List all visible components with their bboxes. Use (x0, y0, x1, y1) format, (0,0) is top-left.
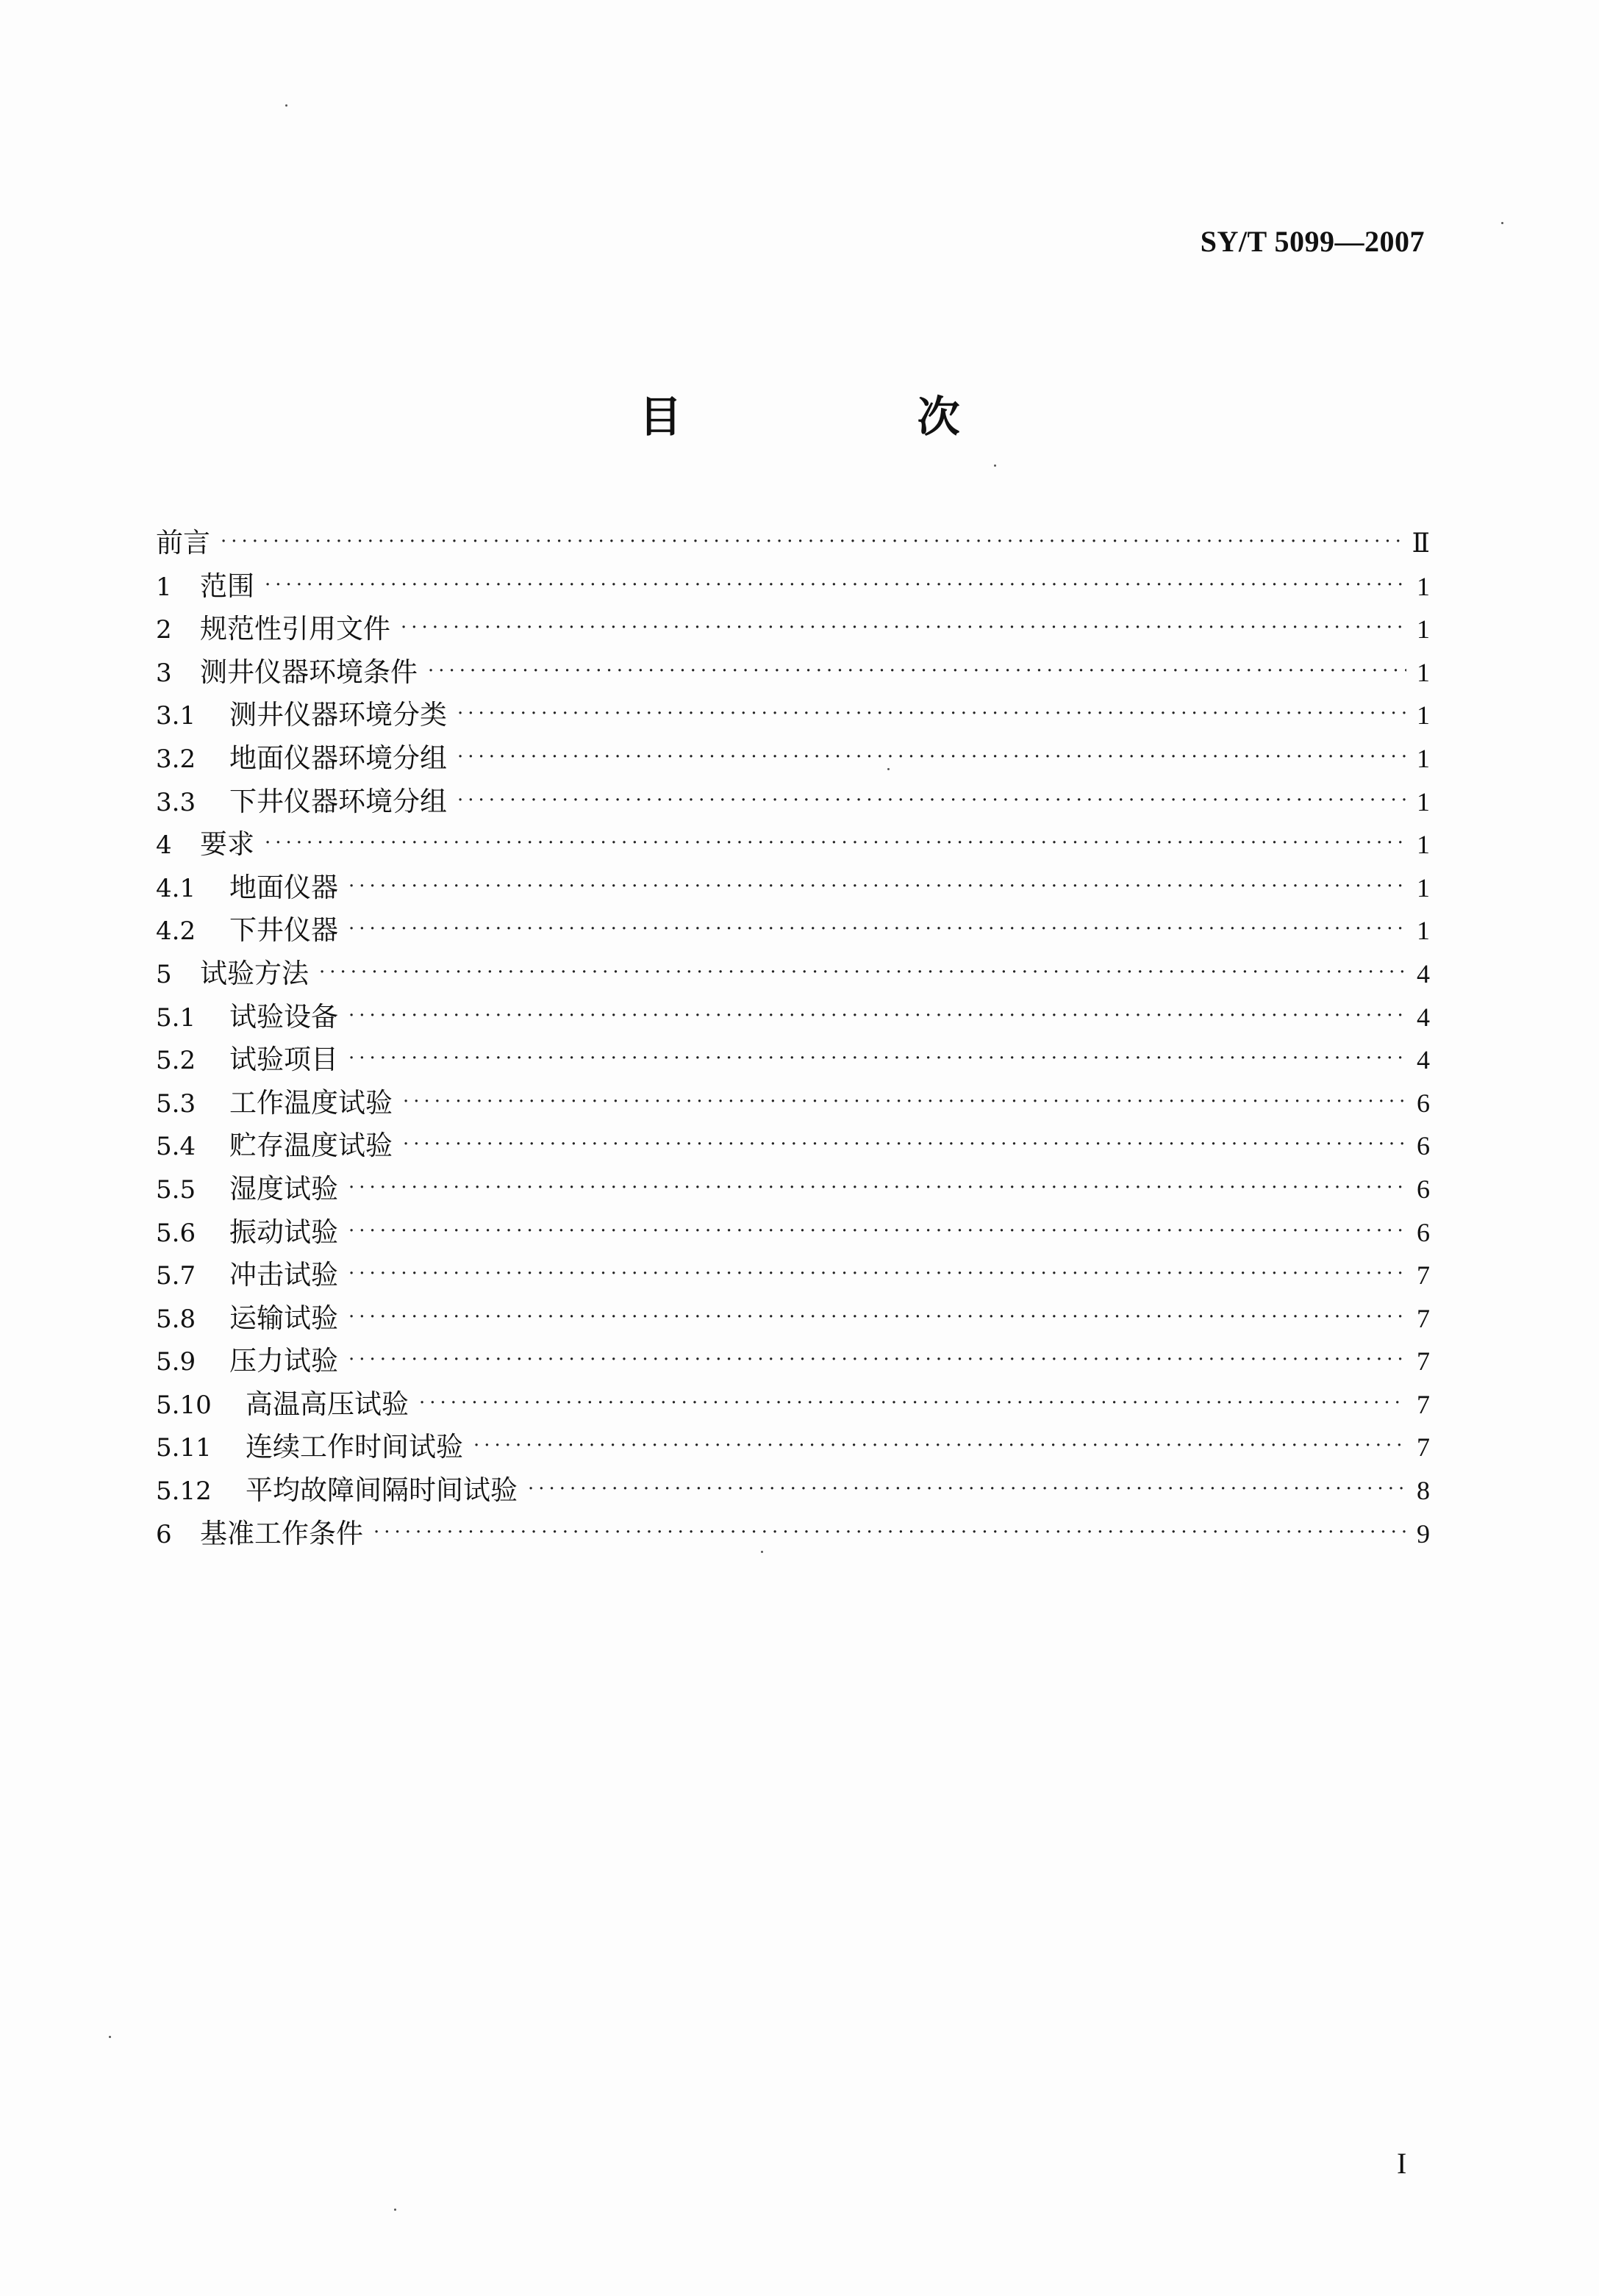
toc-entry-number: 4.1 (156, 873, 196, 903)
toc-entry[interactable] (156, 1383, 1430, 1427)
toc-entry[interactable] (156, 737, 1430, 781)
toc-dot-leader (348, 1210, 1406, 1253)
toc-dot-leader (373, 1511, 1406, 1554)
toc-entry-title: 振动试验 (229, 1216, 338, 1248)
toc-entry-number: 5.12 (156, 1477, 212, 1507)
toc-entry-page: 1 (1417, 571, 1430, 601)
toc-dot-leader (348, 1037, 1406, 1080)
toc-entry-number: 3.2 (156, 744, 196, 774)
toc-entry-page: 1 (1417, 872, 1430, 903)
toc-entry-page: 1 (1417, 743, 1430, 773)
toc-entry-page: 1 (1417, 614, 1430, 645)
toc-entry-page: 1 (1417, 657, 1430, 687)
toc-dot-leader (221, 520, 1405, 564)
toc-entry-title: 测井仪器环境分类 (229, 699, 447, 731)
toc-entry[interactable] (156, 1340, 1430, 1383)
toc-entry-number: 5.1 (156, 1002, 196, 1033)
scan-speck (109, 2036, 111, 2038)
toc-entry-page: 7 (1417, 1346, 1430, 1377)
toc-entry-page: Ⅱ (1412, 528, 1430, 558)
toc-dot-leader (457, 692, 1406, 736)
toc-entry[interactable] (156, 1469, 1430, 1513)
toc-entry-page: 1 (1417, 700, 1430, 731)
toc-entry[interactable] (156, 1297, 1430, 1341)
toc-entry-number: 3.3 (156, 787, 196, 817)
toc-title: 目 次 (639, 392, 1070, 442)
toc-entry-page: 6 (1417, 1088, 1430, 1118)
toc-entry[interactable] (156, 1211, 1430, 1255)
toc-entry[interactable] (156, 1426, 1430, 1469)
toc-dot-leader (419, 1382, 1406, 1425)
toc-entry-title: 规范性引用文件 (200, 613, 390, 645)
toc-entry-title: 下井仪器环境分组 (229, 785, 447, 817)
toc-entry-title: 试验项目 (229, 1044, 338, 1076)
toc-entry-page: 4 (1417, 958, 1430, 989)
table-of-contents (156, 522, 1430, 1555)
toc-entry[interactable] (156, 781, 1430, 824)
toc-entry-number: 5.3 (156, 1088, 196, 1119)
toc-entry-number: 6 (156, 1519, 172, 1549)
toc-entry[interactable] (156, 1038, 1430, 1082)
toc-entry-number: 5.8 (156, 1304, 196, 1334)
toc-dot-leader (348, 1296, 1406, 1339)
toc-entry-number: 5.6 (156, 1218, 196, 1248)
toc-entry-title: 湿度试验 (229, 1172, 338, 1205)
scan-speck (994, 464, 996, 467)
toc-dot-leader (528, 1468, 1406, 1511)
toc-entry-page: 1 (1417, 916, 1430, 946)
toc-entry-number: 1 (156, 572, 172, 602)
scan-speck (761, 1551, 763, 1553)
toc-entry[interactable] (156, 608, 1430, 651)
toc-entry-title: 基准工作条件 (200, 1517, 363, 1549)
toc-entry-title: 运输试验 (229, 1302, 338, 1334)
toc-dot-leader (348, 865, 1406, 908)
toc-entry-title: 连续工作时间试验 (246, 1431, 463, 1463)
toc-entry[interactable] (156, 823, 1430, 867)
page-number: I (1397, 2147, 1407, 2180)
toc-dot-leader (348, 1252, 1406, 1296)
toc-entry[interactable] (156, 909, 1430, 953)
toc-entry-title: 地面仪器 (229, 871, 338, 903)
toc-entry-page: 6 (1417, 1217, 1430, 1247)
toc-dot-leader (403, 1123, 1406, 1166)
toc-entry-page: 9 (1417, 1518, 1430, 1549)
toc-entry-number: 5.10 (156, 1390, 212, 1420)
toc-entry[interactable] (156, 651, 1430, 695)
toc-entry-page: 1 (1417, 786, 1430, 817)
toc-dot-leader (403, 1080, 1406, 1124)
toc-dot-leader (348, 994, 1406, 1038)
toc-entry[interactable] (156, 1082, 1430, 1125)
toc-entry-title: 测井仪器环境条件 (200, 656, 418, 688)
toc-entry-page: 1 (1417, 830, 1430, 860)
toc-entry-number: 5.5 (156, 1174, 196, 1205)
toc-dot-leader (348, 1166, 1406, 1210)
toc-entry-number: 5.7 (156, 1261, 196, 1291)
toc-dot-leader (265, 564, 1406, 607)
toc-entry-number: 3 (156, 658, 172, 688)
toc-dot-leader (265, 822, 1406, 865)
toc-dot-leader (457, 736, 1406, 779)
toc-entry-title: 前言 (156, 527, 210, 559)
toc-entry-number: 3.1 (156, 701, 196, 731)
toc-entry-title: 试验方法 (200, 957, 309, 989)
toc-entry-page: 7 (1417, 1303, 1430, 1333)
toc-entry[interactable] (156, 867, 1430, 910)
toc-entry-page: 4 (1417, 1045, 1430, 1075)
toc-dot-leader (319, 951, 1406, 994)
toc-entry[interactable] (156, 953, 1430, 996)
toc-entry[interactable] (156, 565, 1430, 609)
toc-entry-page: 8 (1417, 1476, 1430, 1506)
toc-entry-number: 4 (156, 830, 172, 861)
toc-entry-page: 6 (1417, 1174, 1430, 1204)
toc-entry-number: 2 (156, 615, 172, 645)
scan-speck (1501, 222, 1503, 224)
toc-entry[interactable] (156, 1254, 1430, 1297)
toc-entry-title: 高温高压试验 (246, 1388, 409, 1420)
toc-entry-page: 7 (1417, 1389, 1430, 1419)
toc-entry[interactable] (156, 694, 1430, 737)
toc-dot-leader (428, 650, 1406, 693)
toc-dot-leader (348, 908, 1406, 951)
toc-entry-number: 5.9 (156, 1347, 196, 1377)
toc-entry[interactable] (156, 996, 1430, 1039)
toc-entry-number: 5.4 (156, 1132, 196, 1162)
toc-entry-number: 5.2 (156, 1046, 196, 1076)
scan-speck (285, 104, 287, 107)
toc-entry-title: 范围 (200, 570, 254, 602)
toc-entry-title: 冲击试验 (229, 1259, 338, 1291)
scan-speck (394, 2209, 396, 2211)
toc-entry-number: 4.2 (156, 916, 196, 947)
toc-entry[interactable] (156, 522, 1430, 565)
toc-entry-number: 5.11 (156, 1433, 212, 1463)
toc-entry[interactable] (156, 1168, 1430, 1211)
toc-dot-leader (457, 779, 1406, 822)
toc-entry-title: 贮存温度试验 (229, 1130, 393, 1162)
toc-entry-title: 工作温度试验 (229, 1086, 393, 1119)
scan-speck (887, 768, 890, 770)
toc-entry-page: 4 (1417, 1002, 1430, 1032)
toc-entry-title: 压力试验 (229, 1345, 338, 1377)
toc-entry-page: 6 (1417, 1131, 1430, 1161)
toc-entry[interactable] (156, 1124, 1430, 1168)
standard-number: SY/T 5099—2007 (1200, 225, 1425, 258)
toc-entry-title: 地面仪器环境分组 (229, 742, 447, 774)
toc-entry[interactable] (156, 1513, 1430, 1556)
toc-dot-leader (401, 606, 1406, 650)
toc-dot-leader (348, 1338, 1406, 1382)
toc-dot-leader (473, 1424, 1406, 1468)
toc-entry-title: 试验设备 (229, 1000, 338, 1033)
toc-entry-title: 平均故障间隔时间试验 (246, 1474, 518, 1507)
toc-entry-page: 7 (1417, 1260, 1430, 1291)
toc-entry-title: 要求 (200, 828, 254, 861)
toc-entry-title: 下井仪器 (229, 914, 338, 947)
toc-entry-page: 7 (1417, 1432, 1430, 1463)
toc-entry-number: 5 (156, 959, 172, 989)
